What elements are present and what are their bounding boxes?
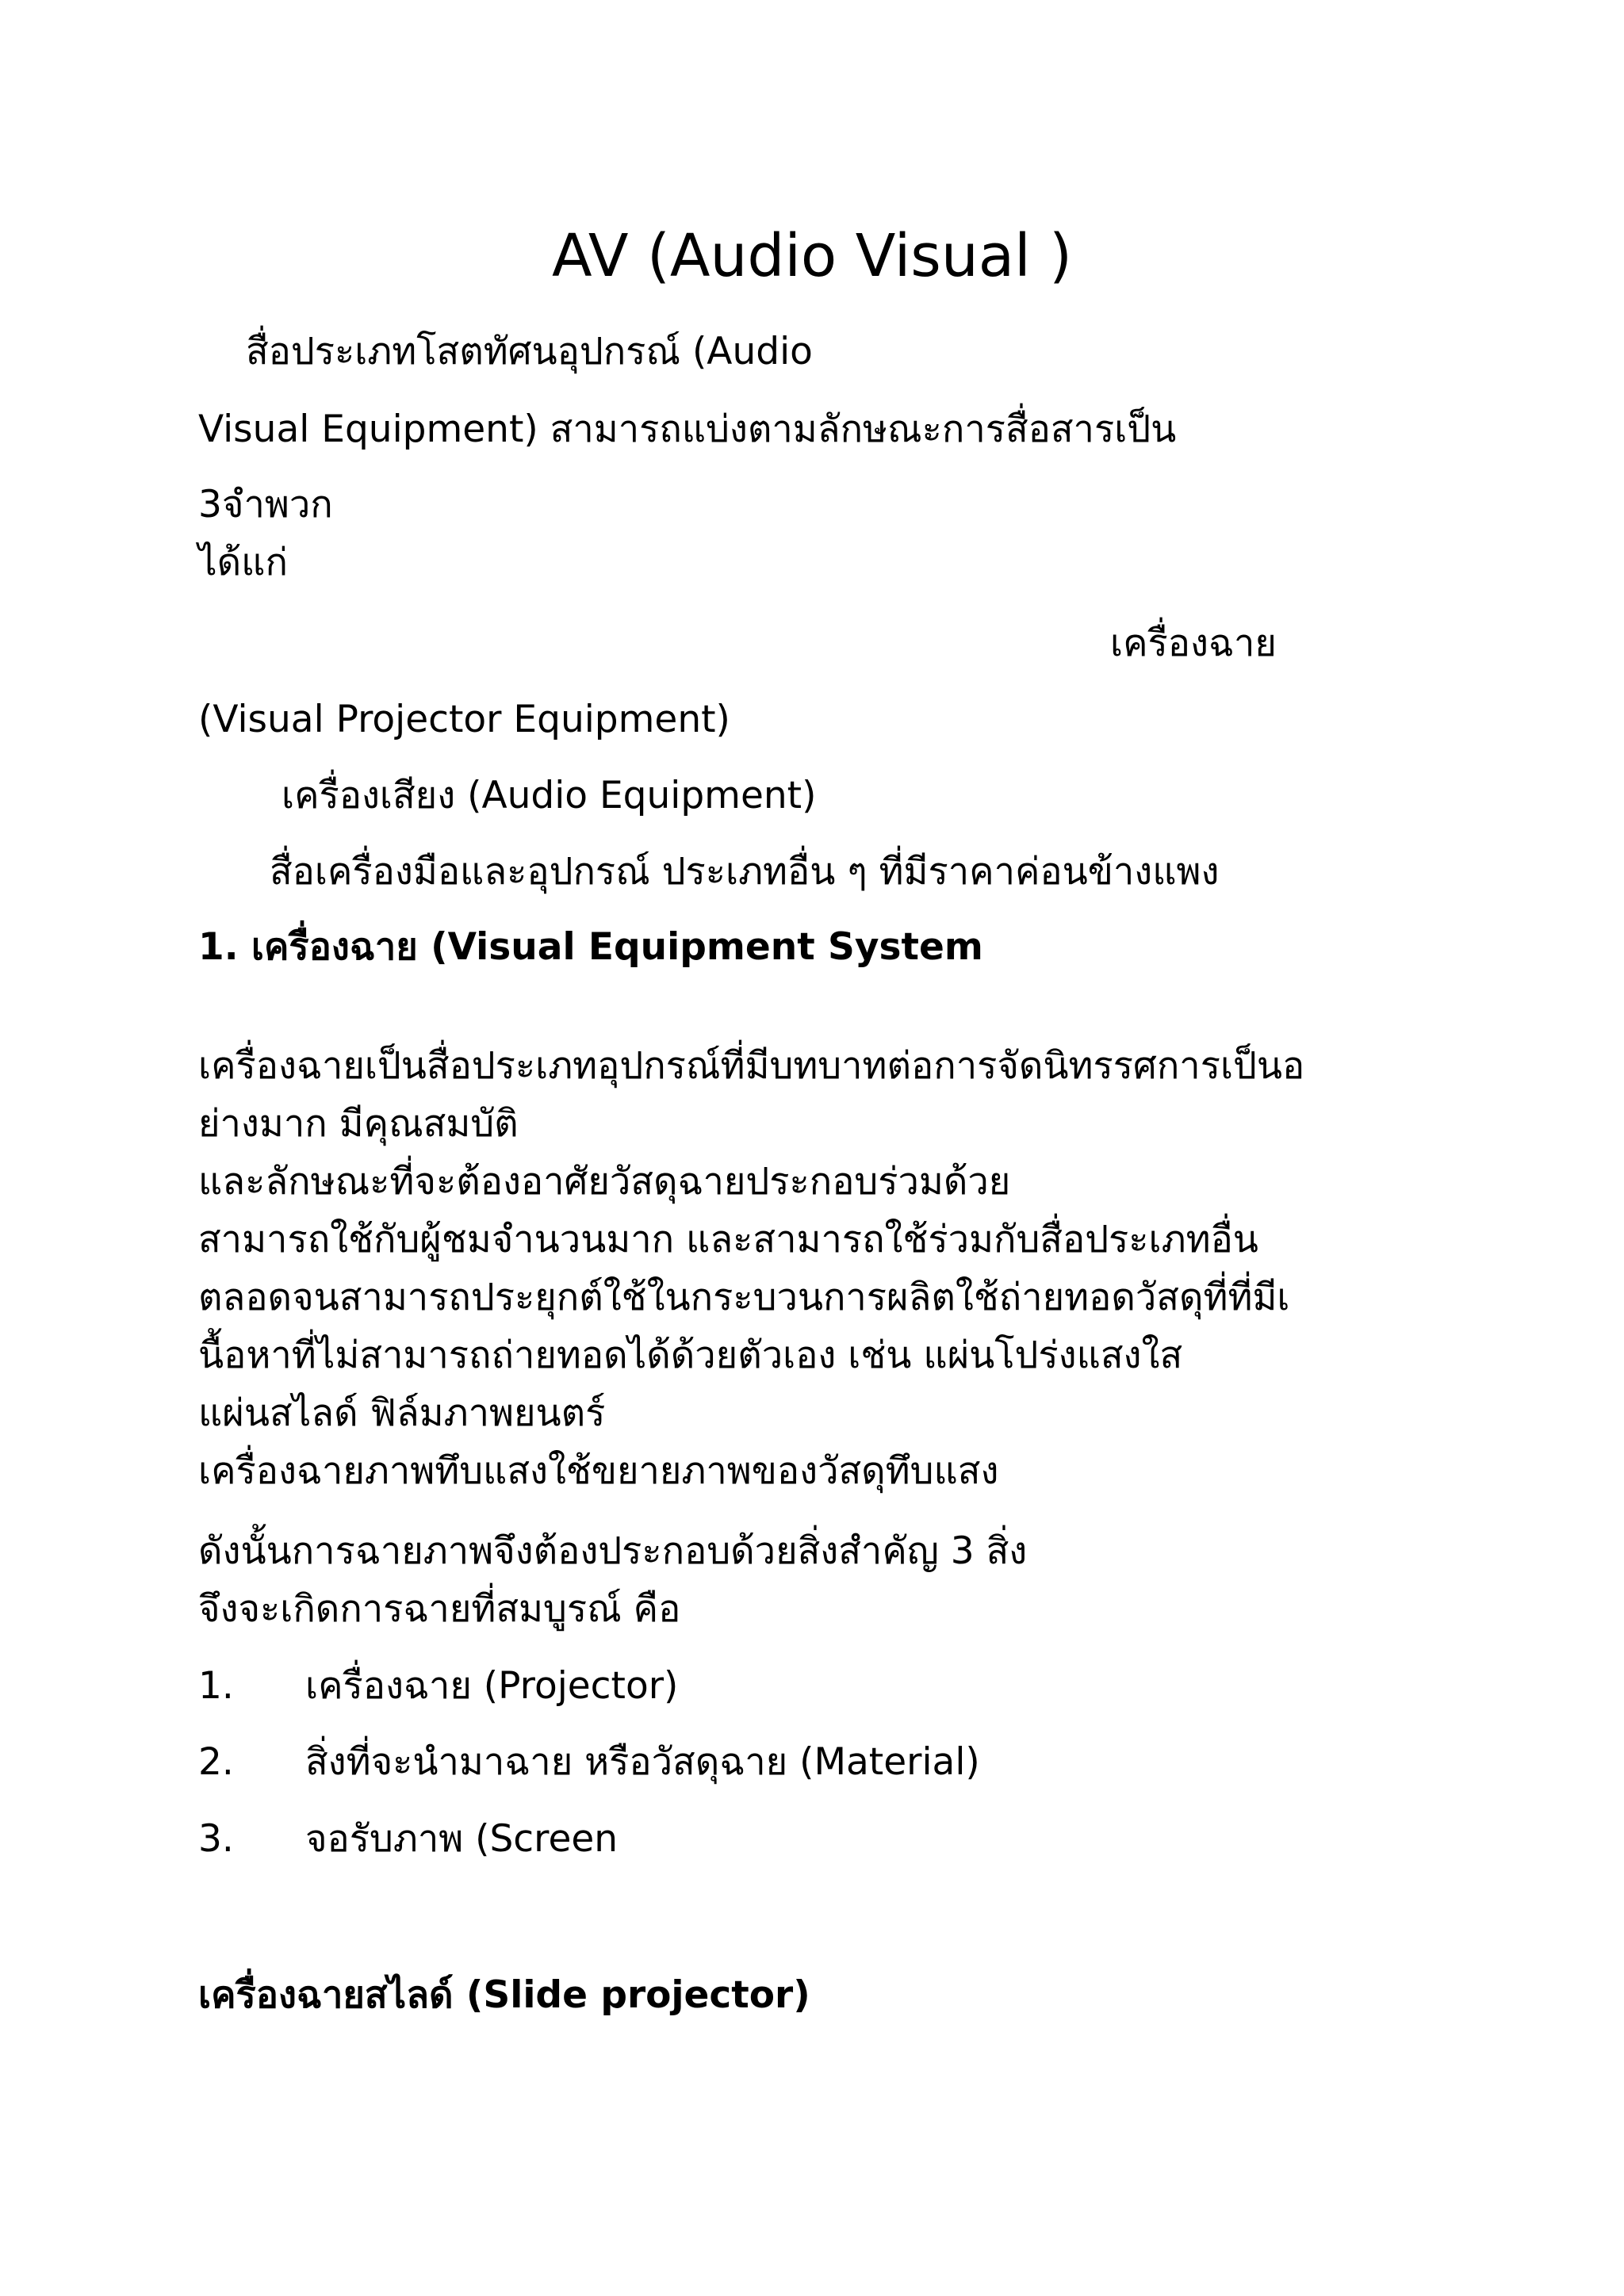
paragraph-line: นื้อหาที่ไม่สามารถถ่ายทอดได้ด้วยตัวเอง เช่น แผ่นโปร่งแสงใส [198, 1334, 1183, 1377]
category-audio: เครื่องเสียง (Audio Equipment) [282, 774, 817, 817]
paragraph-line: ดังนั้นการฉายภาพจึงต้องประกอบด้วยสิ่งสำคัญ 3 สิ่ง [198, 1529, 1028, 1573]
intro-line-3: 3จำพวก [198, 483, 333, 526]
list-item-number: 3. [198, 1817, 234, 1861]
paragraph-line: สามารถใช้กับผู้ชมจำนวนมาก และสามารถใช้ร่วมกับสื่อประเภทอื่น [198, 1218, 1258, 1261]
subheading: เครื่องฉายสไลด์ (Slide projector) [198, 1973, 810, 2017]
list-item-text: สิ่งที่จะนำมาฉาย หรือวัสดุฉาย (Material) [305, 1740, 980, 1784]
paragraph-line: และลักษณะที่จะต้องอาศัยวัสดุฉายประกอบร่วมด้วย [198, 1160, 1011, 1203]
page-title: AV (Audio Visual ) [551, 222, 1073, 290]
paragraph-line: แผ่นสไลด์ ฟิล์มภาพยนตร์ [198, 1391, 606, 1435]
intro-line-4: ได้แก่ [198, 541, 288, 584]
paragraph-line: ตลอดจนสามารถประยุกต์ใช้ในกระบวนการผลิตใช้ถ่ายทอดวัสดุที่ที่มีเ [198, 1276, 1290, 1319]
paragraph-line: เครื่องฉายเป็นสื่อประเภทอุปกรณ์ที่มีบทบาทต่อการจัดนิทรรศการเป็นอ [198, 1044, 1305, 1088]
category-projector-eng: (Visual Projector Equipment) [198, 698, 730, 741]
paragraph-line: เครื่องฉายภาพทึบแสงใช้ขยายภาพของวัสดุทึบแสง [198, 1449, 999, 1493]
intro-line-2: Visual Equipment) สามารถแบ่งตามลักษณะการสื่อสารเป็น [198, 408, 1177, 451]
category-other: สื่อเครื่องมือและอุปกรณ์ ประเภทอื่น ๆ ที่มีราคาค่อนข้างแพง [270, 850, 1220, 894]
category-projector-thai: เครื่องฉาย [1110, 622, 1277, 665]
list-item-number: 1. [198, 1664, 234, 1708]
list-item-text: เครื่องฉาย (Projector) [305, 1664, 679, 1708]
list-item-number: 2. [198, 1740, 234, 1784]
intro-line-1: สื่อประเภทโสตทัศนอุปกรณ์ (Audio [246, 330, 813, 373]
paragraph-line: จึงจะเกิดการฉายที่สมบูรณ์ คือ [198, 1587, 681, 1631]
section-heading: 1. เครื่องฉาย (Visual Equipment System [198, 925, 983, 969]
paragraph-line: ย่างมาก มีคุณสมบัติ [198, 1102, 519, 1146]
list-item-text: จอรับภาพ (Screen [305, 1817, 619, 1861]
